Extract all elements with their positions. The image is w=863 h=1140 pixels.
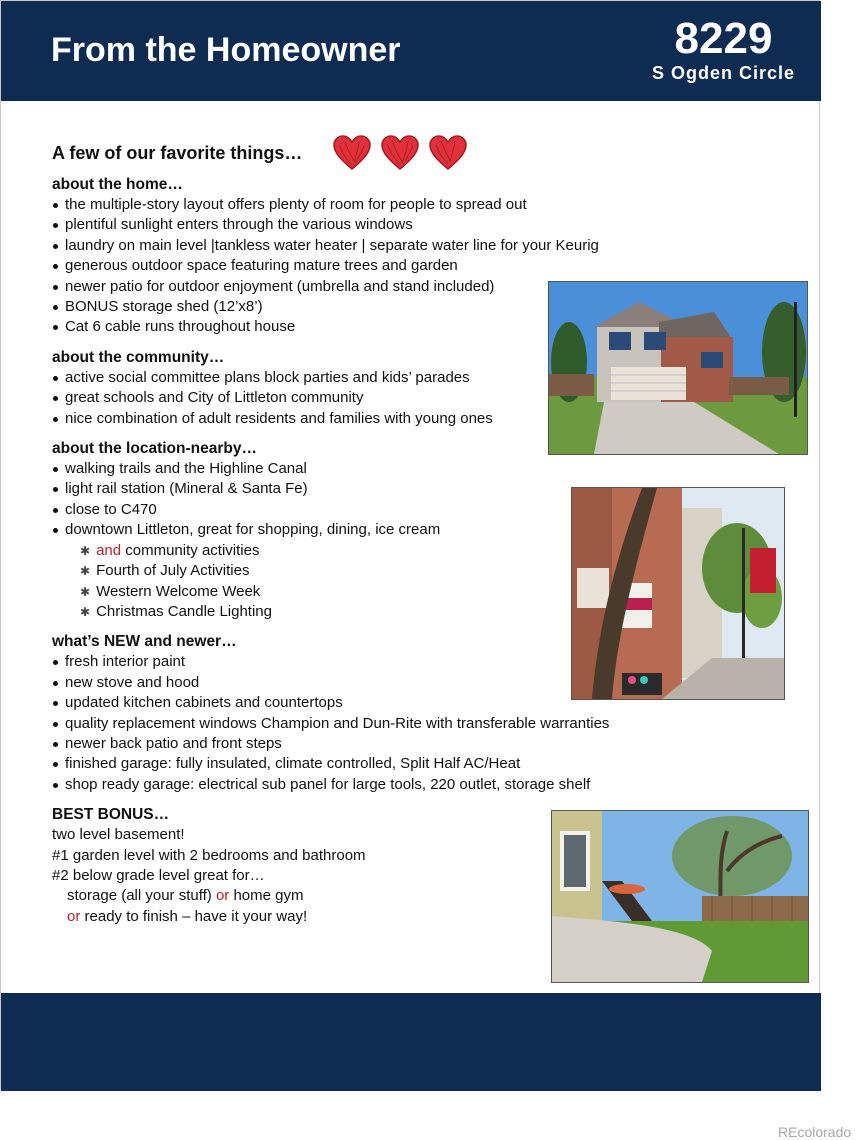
header-band xyxy=(1,1,821,101)
asterisk-icon: ✱ xyxy=(80,604,91,619)
list-item: updated kitchen cabinets and countertops xyxy=(52,693,652,713)
list-item: active social committee plans block parties and kids’ parades xyxy=(52,368,652,388)
intro-title: A few of our favorite things… xyxy=(52,142,303,163)
heart-icon xyxy=(332,134,372,172)
sub-item-text: Western Welcome Week xyxy=(96,582,261,600)
bonus-text: home gym xyxy=(229,887,304,905)
hearts-group xyxy=(332,134,468,172)
asterisk-icon: ✱ xyxy=(80,584,91,599)
list-item: the multiple-story layout offers plenty of room for people to spread out xyxy=(52,195,652,215)
list-item: great schools and City of Littleton community xyxy=(52,388,652,408)
sub-list-item xyxy=(80,602,652,622)
address-block xyxy=(652,15,795,84)
list-item: quality replacement windows Champion and Dun-Rite with transferable warranties xyxy=(52,714,652,734)
section-title-new: what’s NEW and newer… xyxy=(52,633,237,651)
red-word: and xyxy=(96,541,122,559)
watermark: REcolorado xyxy=(778,1124,852,1140)
house-photo xyxy=(548,281,808,455)
list-item: newer patio for outdoor enjoyment (umbrella and stand included) xyxy=(52,277,652,297)
bonus-text: ready to finish – have it your way! xyxy=(80,907,308,925)
list-item: generous outdoor space featuring mature trees and garden xyxy=(52,256,652,276)
section-title-bonus: BEST BONUS… xyxy=(52,806,170,824)
bonus-line: two level basement! xyxy=(52,826,185,844)
list-item: walking trails and the Highline Canal xyxy=(52,459,652,479)
page-title: From the Homeowner xyxy=(51,31,401,69)
list-item: downtown Littleton, great for shopping, dining, ice cream xyxy=(52,520,652,540)
bonus-line: #1 garden level with 2 bedrooms and bathroom xyxy=(52,846,366,864)
heart-icon xyxy=(380,134,420,172)
list-item: BONUS storage shed (12’x8’) xyxy=(52,297,652,317)
location-sublist xyxy=(52,541,652,623)
list-item: shop ready garage: electrical sub panel for large tools, 220 outlet, storage shelf xyxy=(52,775,652,795)
heart-icon xyxy=(428,134,468,172)
list-item: new stove and hood xyxy=(52,673,652,693)
sub-list-item xyxy=(80,582,652,602)
downtown-photo xyxy=(571,487,785,700)
address-number: 8229 xyxy=(674,14,773,63)
sub-list-item xyxy=(80,541,652,561)
footer-band xyxy=(1,993,821,1091)
section-title-location: about the location-nearby… xyxy=(52,440,257,458)
list-item: light rail station (Mineral & Santa Fe) xyxy=(52,479,652,499)
list-item: Cat 6 cable runs throughout house xyxy=(52,317,652,337)
sub-list-item xyxy=(80,561,652,581)
sub-item-text: Christmas Candle Lighting xyxy=(96,602,272,620)
list-item: plentiful sunlight enters through the various windows xyxy=(52,215,652,235)
asterisk-icon: ✱ xyxy=(80,543,91,558)
list-item: finished garage: fully insulated, climate controlled, Split Half AC/Heat xyxy=(52,754,652,774)
sub-item-text: Fourth of July Activities xyxy=(96,562,250,580)
red-word: or xyxy=(67,907,81,925)
list-item: close to C470 xyxy=(52,500,652,520)
list-item: newer back patio and front steps xyxy=(52,734,652,754)
section-title-community: about the community… xyxy=(52,348,225,366)
bonus-text: storage (all your stuff) xyxy=(67,887,216,905)
section-title-home: about the home… xyxy=(52,176,183,193)
new-list xyxy=(52,652,652,795)
red-word: or xyxy=(215,887,230,905)
intro-row xyxy=(52,135,652,171)
content-column xyxy=(52,135,652,927)
list-item: fresh interior paint xyxy=(52,652,652,672)
sub-item-text: community activities xyxy=(121,541,260,559)
list-item: laundry on main level |tankless water heater | separate water line for your Keurig xyxy=(52,236,652,256)
location-list xyxy=(52,459,652,541)
backyard-photo xyxy=(551,810,809,983)
address-street: S Ogden Circle xyxy=(651,63,795,83)
asterisk-icon: ✱ xyxy=(80,564,91,579)
list-item: nice combination of adult residents and families with young ones xyxy=(52,409,652,429)
bonus-line: #2 below grade level great for… xyxy=(52,866,265,884)
